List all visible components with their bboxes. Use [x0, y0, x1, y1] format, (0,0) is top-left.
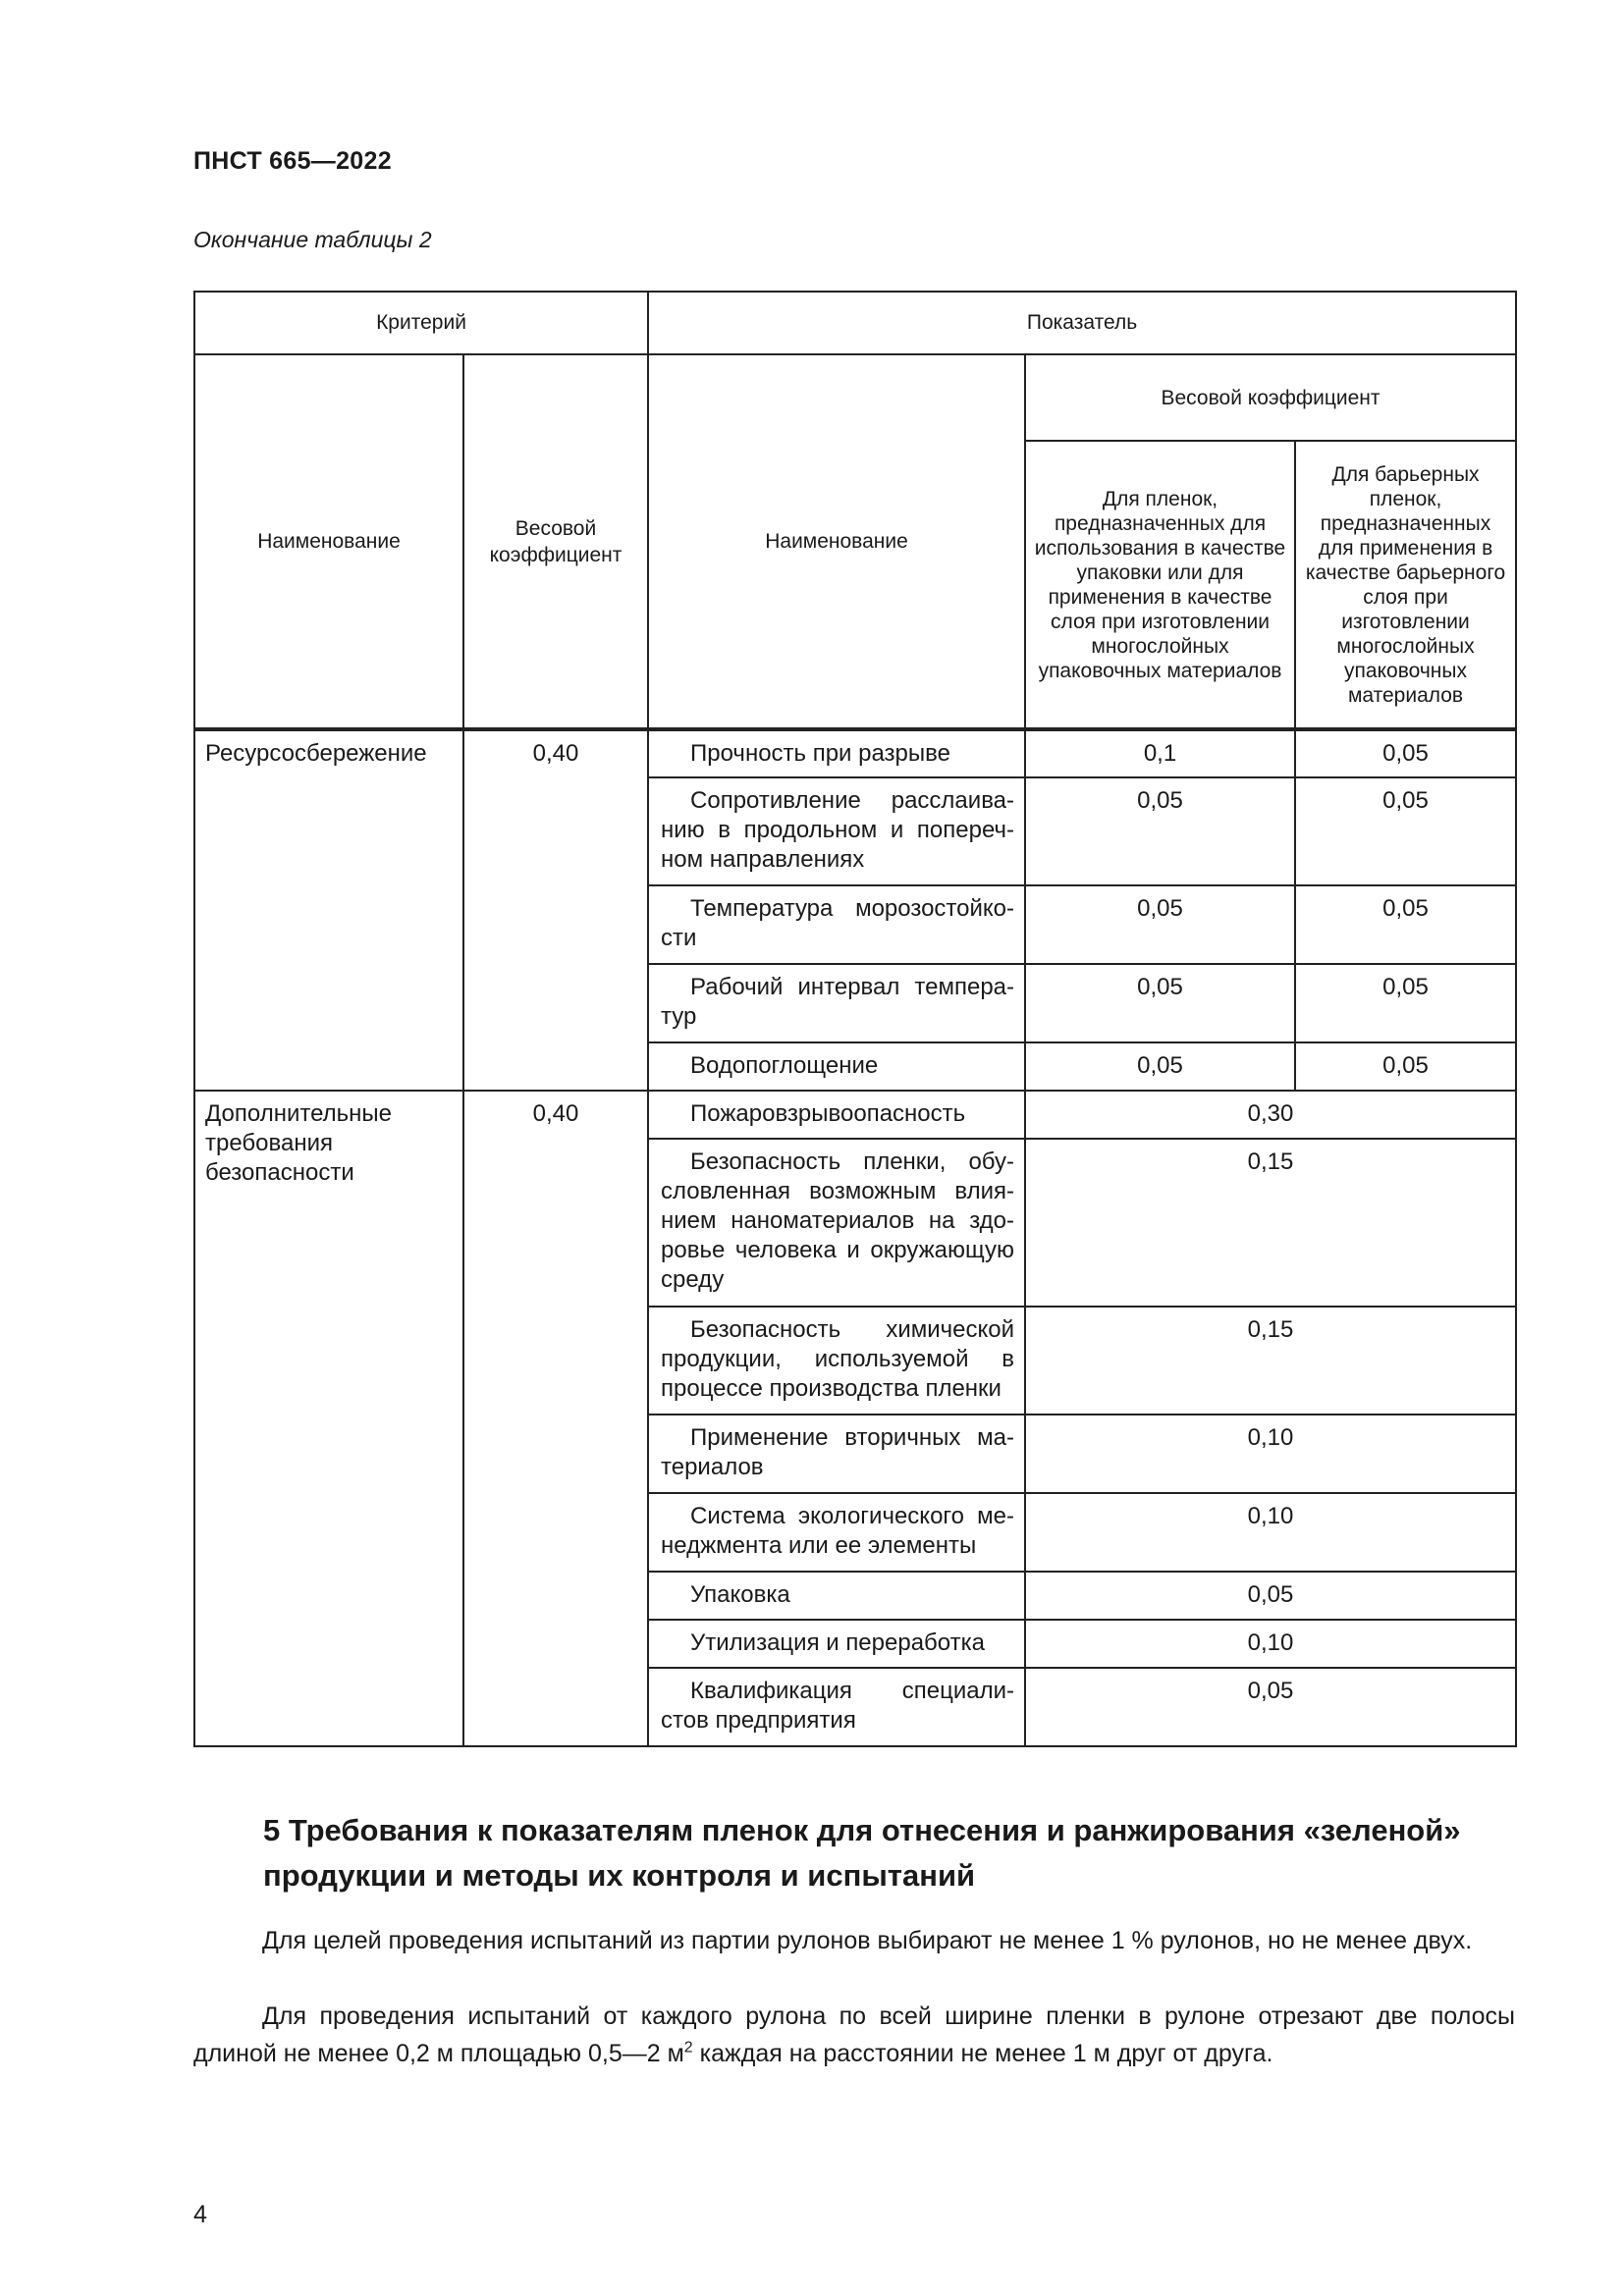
indicator-weight-packaging: 0,1: [1025, 729, 1295, 777]
section-5-paragraph-1: Для целей проведения испытаний из партии рулонов выбирают не менее 1 % рулонов, но не менее двух.: [262, 1927, 1473, 1954]
header-for-barrier: Для барьерных пленок, предназначенных для применения в качестве барьерного слоя при изготовлении многослойных упаковочных материалов: [1295, 441, 1516, 729]
indicator-name: Квалификация специали-стов предприятия: [648, 1668, 1025, 1746]
indicator-weight-packaging: 0,05: [1025, 885, 1295, 964]
header-indicator-weight: Весовой коэффициент: [1025, 354, 1516, 441]
page-number: 4: [193, 2201, 207, 2228]
indicator-weight-barrier: 0,05: [1295, 1042, 1516, 1091]
indicator-name: Пожаровзрывоопасность: [648, 1091, 1025, 1139]
indicator-weight-packaging: 0,05: [1025, 1042, 1295, 1091]
indicator-name: Безопасность пленки, обу-словленная возможным влия-нием наноматериалов на здо-ровье человека и окружающую среду: [648, 1139, 1025, 1307]
indicator-weight: 0,15: [1025, 1139, 1516, 1307]
header-criterion: Критерий: [194, 292, 648, 354]
criterion-weight: 0,40: [463, 729, 648, 1091]
indicator-name: Водопоглощение: [648, 1042, 1025, 1091]
header-indicator: Показатель: [648, 292, 1516, 354]
indicator-name: Температура морозостойко-сти: [648, 885, 1025, 964]
header-criterion-name: Наименование: [194, 354, 463, 729]
indicator-weight-packaging: 0,05: [1025, 964, 1295, 1042]
header-indicator-name: Наименование: [648, 354, 1025, 729]
indicator-name: Применение вторичных ма-териалов: [648, 1415, 1025, 1493]
indicator-weight: 0,10: [1025, 1415, 1516, 1493]
indicator-name: Система экологического ме-неджмента или ее элементы: [648, 1493, 1025, 1572]
indicator-weight-barrier: 0,05: [1295, 777, 1516, 885]
section-5-paragraph-2: [193, 1998, 1515, 2072]
paragraph-2-text-end: каждая на расстоянии не менее 1 м друг от друга.: [692, 2040, 1273, 2067]
indicator-name: Упаковка: [648, 1572, 1025, 1620]
indicator-weight: 0,10: [1025, 1493, 1516, 1572]
criterion-safety: Дополнительные требования безопасности: [194, 1091, 463, 1746]
criterion-weight: 0,40: [463, 1091, 648, 1746]
criterion-resource-saving: Ресурсосбережение: [194, 729, 463, 1091]
indicator-name: Сопротивление расслаива-нию в продольном и попереч-ном направлениях: [648, 777, 1025, 885]
indicator-weight-barrier: 0,05: [1295, 964, 1516, 1042]
indicator-name: Прочность при разрыве: [648, 729, 1025, 777]
indicator-weight-packaging: 0,05: [1025, 777, 1295, 885]
header-criterion-weight: Весовой коэффициент: [463, 354, 648, 729]
header-for-packaging: Для пленок, предназначенных для использования в качестве упаковки или для применения в качестве слоя при изготовлении многослойных упаковочных материалов: [1025, 441, 1295, 729]
weights-table: [193, 291, 1517, 1747]
document-code: ПНСТ 665—2022: [193, 147, 392, 175]
indicator-weight: 0,15: [1025, 1307, 1516, 1415]
indicator-weight: 0,30: [1025, 1091, 1516, 1139]
indicator-weight-barrier: 0,05: [1295, 729, 1516, 777]
indicator-weight: 0,05: [1025, 1572, 1516, 1620]
table-caption: Окончание таблицы 2: [193, 227, 432, 252]
indicator-weight: 0,10: [1025, 1620, 1516, 1668]
indicator-weight-barrier: 0,05: [1295, 885, 1516, 964]
indicator-name: Рабочий интервал темпера-тур: [648, 964, 1025, 1042]
superscript-2: 2: [683, 2039, 693, 2056]
section-5-title: 5 Требования к показателям пленок для отнесения и ранжирования «зеленой» продукции и методы их контроля и испытаний: [263, 1813, 1461, 1893]
indicator-name: Безопасность химической продукции, используемой в процессе производства пленки: [648, 1307, 1025, 1415]
indicator-weight: 0,05: [1025, 1668, 1516, 1746]
indicator-name: Утилизация и переработка: [648, 1620, 1025, 1668]
paragraph-2-text: Для проведения испытаний от каждого рулона по всей ширине пленки в рулоне отрезают две полосы длиной не менее 0,2 м площадью 0,5—2 м: [193, 2002, 1515, 2067]
